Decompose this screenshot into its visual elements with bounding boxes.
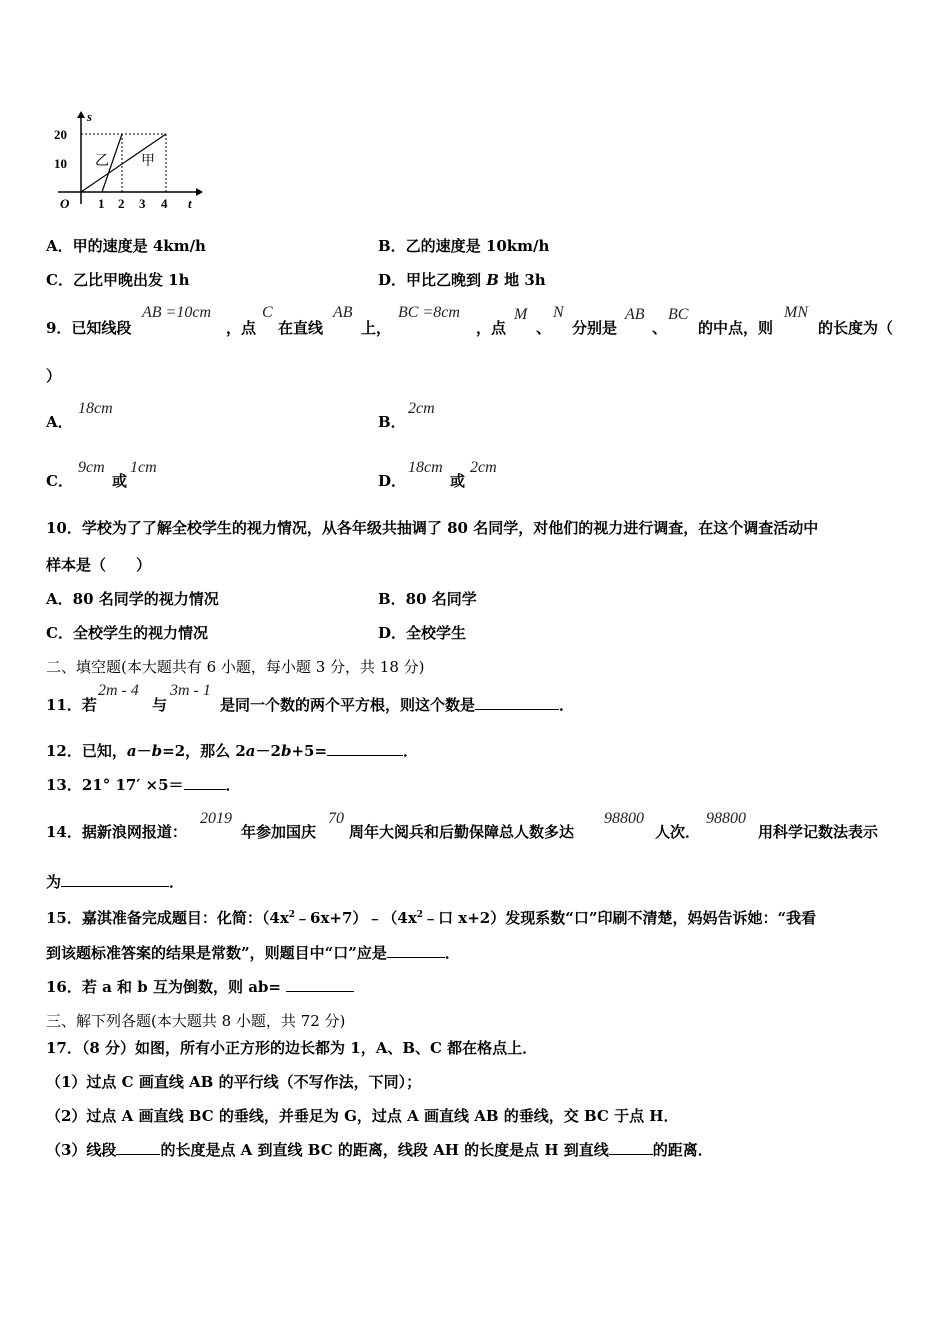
q9-option-b-value: 2cm: [408, 400, 435, 417]
q14-line2: 为 ．: [46, 873, 185, 891]
q9-t4: 上，: [361, 319, 392, 337]
q11-t3: 是同一个数的两个平方根，则这个数是 ．: [220, 696, 575, 714]
q9-t7: 分别是: [572, 319, 618, 337]
q9-t1: 9．已知线段: [46, 319, 132, 337]
q15-line2: 到该题标准答案的结果是常数”，则题目中“口”应是 ．: [46, 944, 460, 962]
x-tick-2: 2: [118, 196, 125, 211]
q17-line1: 17．（8 分）如图，所有小正方形的边长都为 1，A、B、C 都在格点上．: [46, 1039, 538, 1057]
q9-t9: 的中点，则: [698, 319, 774, 337]
q9-t5: ，点: [476, 319, 507, 337]
q13: 13．21° 17′ ×5＝ ．: [46, 776, 241, 794]
y-tick-20: 20: [54, 127, 67, 142]
q16: 16．若 a 和 b 互为倒数，则 ab=: [46, 977, 354, 997]
q14-t3: 周年大阅兵和后勤保障总人数多达: [349, 823, 575, 841]
q9-t2: ，点: [226, 319, 257, 337]
q14-t4: 人次．: [655, 823, 701, 841]
q9-option-d-value2: 2cm: [470, 459, 497, 476]
q9-t3: 在直线: [278, 319, 324, 337]
q9-t6: 、: [536, 319, 552, 337]
q9-close: ）: [46, 367, 62, 385]
q14-m4: 98800: [706, 810, 746, 827]
q11-m1: 2m - 4: [98, 682, 139, 699]
q8-option-c: C．乙比甲晚出发 1h: [46, 271, 190, 289]
q11-t2: 与: [152, 696, 168, 714]
x-tick-1: 1: [98, 196, 105, 211]
q9-option-c-or: 或: [112, 472, 128, 490]
q17-blank-1[interactable]: [116, 1140, 160, 1155]
q17-line4: （3）线段 的长度是点 A 到直线 BC 的距离，线段 AH 的长度是点 H 到直线 的距离．: [46, 1141, 713, 1159]
x-tick-3: 3: [139, 196, 146, 211]
q14-t1: 14．据新浪网报道：: [46, 823, 187, 841]
q10-option-c: C．全校学生的视力情况: [46, 624, 208, 642]
q10-option-d: D．全校学生: [378, 624, 467, 642]
q17-blank-2[interactable]: [609, 1140, 653, 1155]
section-3-heading: 三、解下列各题(本大题共 8 小题，共 72 分): [46, 1012, 346, 1030]
q9-m9: MN: [784, 304, 808, 321]
q10-option-b: B．80 名同学: [378, 590, 477, 608]
q15-answer-blank[interactable]: [387, 943, 445, 958]
q10-line2: 样本是（ ）: [46, 556, 152, 574]
q9-option-d-label: D．: [378, 472, 407, 490]
q9-m3: AB: [333, 304, 353, 321]
origin-label: O: [60, 196, 70, 211]
q14-m1: 2019: [200, 810, 232, 827]
q8-option-d: D．甲比乙晚到 B 地 3h: [378, 271, 546, 289]
q9-option-c-value1: 9cm: [78, 459, 105, 476]
q13-answer-blank[interactable]: [184, 775, 226, 790]
label-jia: 甲: [141, 153, 155, 169]
q10-line1: 10．学校为了了解全校学生的视力情况，从各年级共抽调了 80 名同学，对他们的视力进行调查，在这个调查活动中: [46, 519, 819, 537]
q14-m2: 70: [328, 810, 344, 827]
q9-m4: BC =8cm: [398, 304, 460, 321]
q8-option-a: A．甲的速度是 4km/h: [46, 237, 206, 255]
section-2-heading: 二、填空题(本大题共有 6 小题，每小题 3 分，共 18 分): [46, 658, 425, 676]
q9-option-a-label: A．: [46, 413, 73, 431]
q9-option-d-or: 或: [450, 472, 466, 490]
label-yi: 乙: [95, 153, 109, 169]
q9-option-d-value1: 18cm: [408, 459, 443, 476]
q9-m8: BC: [668, 306, 689, 323]
q9-option-c-label: C．: [46, 472, 73, 490]
q9-option-a-value: 18cm: [78, 400, 113, 417]
q12-answer-blank[interactable]: [327, 741, 403, 756]
q9-t10: 的长度为（: [818, 319, 894, 337]
q17-line2: （1）过点 C 画直线 AB 的平行线（不写作法，下同）；: [46, 1073, 422, 1091]
q12: 12．已知，a－b=2，那么 2a－2b+5= ．: [46, 742, 419, 760]
q9-m1: AB =10cm: [142, 304, 211, 321]
q17-line3: （2）过点 A 画直线 BC 的垂线，并垂足为 G，过点 A 画直线 AB 的垂线，交 BC 于点 H．: [46, 1107, 679, 1125]
q11-m2: 3m - 1: [170, 682, 211, 699]
q9-m7: AB: [625, 306, 645, 323]
y-axis-arrow: [77, 111, 85, 118]
q14-t5: 用科学记数法表示: [758, 823, 879, 841]
y-tick-10: 10: [54, 156, 67, 171]
q11-answer-blank[interactable]: [475, 695, 559, 710]
distance-time-graph: [50, 108, 210, 214]
x-axis-label: t: [188, 196, 192, 211]
x-tick-4: 4: [161, 196, 168, 211]
q9-m6: N: [553, 304, 564, 321]
y-axis-label: s: [87, 109, 93, 124]
q9-t8: 、: [652, 319, 668, 337]
q14-m3: 98800: [604, 810, 644, 827]
q11-t1: 11．若: [46, 696, 97, 714]
q14-t2: 年参加国庆: [241, 823, 317, 841]
x-axis-arrow: [196, 188, 203, 196]
q8-option-b: B．乙的速度是 10km/h: [378, 237, 550, 255]
q9-option-c-value2: 1cm: [130, 459, 157, 476]
q9-option-b-label: B．: [378, 413, 406, 431]
q15-line1: 15．嘉淇准备完成题目：化简：$(4x^2﹣6x+7)﹣(4x^2﹣$口 x+2）发现系数“口”印刷不清楚，妈妈告诉她：“我看: [46, 909, 817, 927]
q10-option-a: A．80 名同学的视力情况: [46, 590, 219, 608]
q9-m5: M: [514, 306, 528, 323]
q14-answer-blank[interactable]: [61, 872, 169, 887]
q9-m2: C: [262, 304, 273, 321]
q16-answer-blank[interactable]: [286, 977, 354, 992]
